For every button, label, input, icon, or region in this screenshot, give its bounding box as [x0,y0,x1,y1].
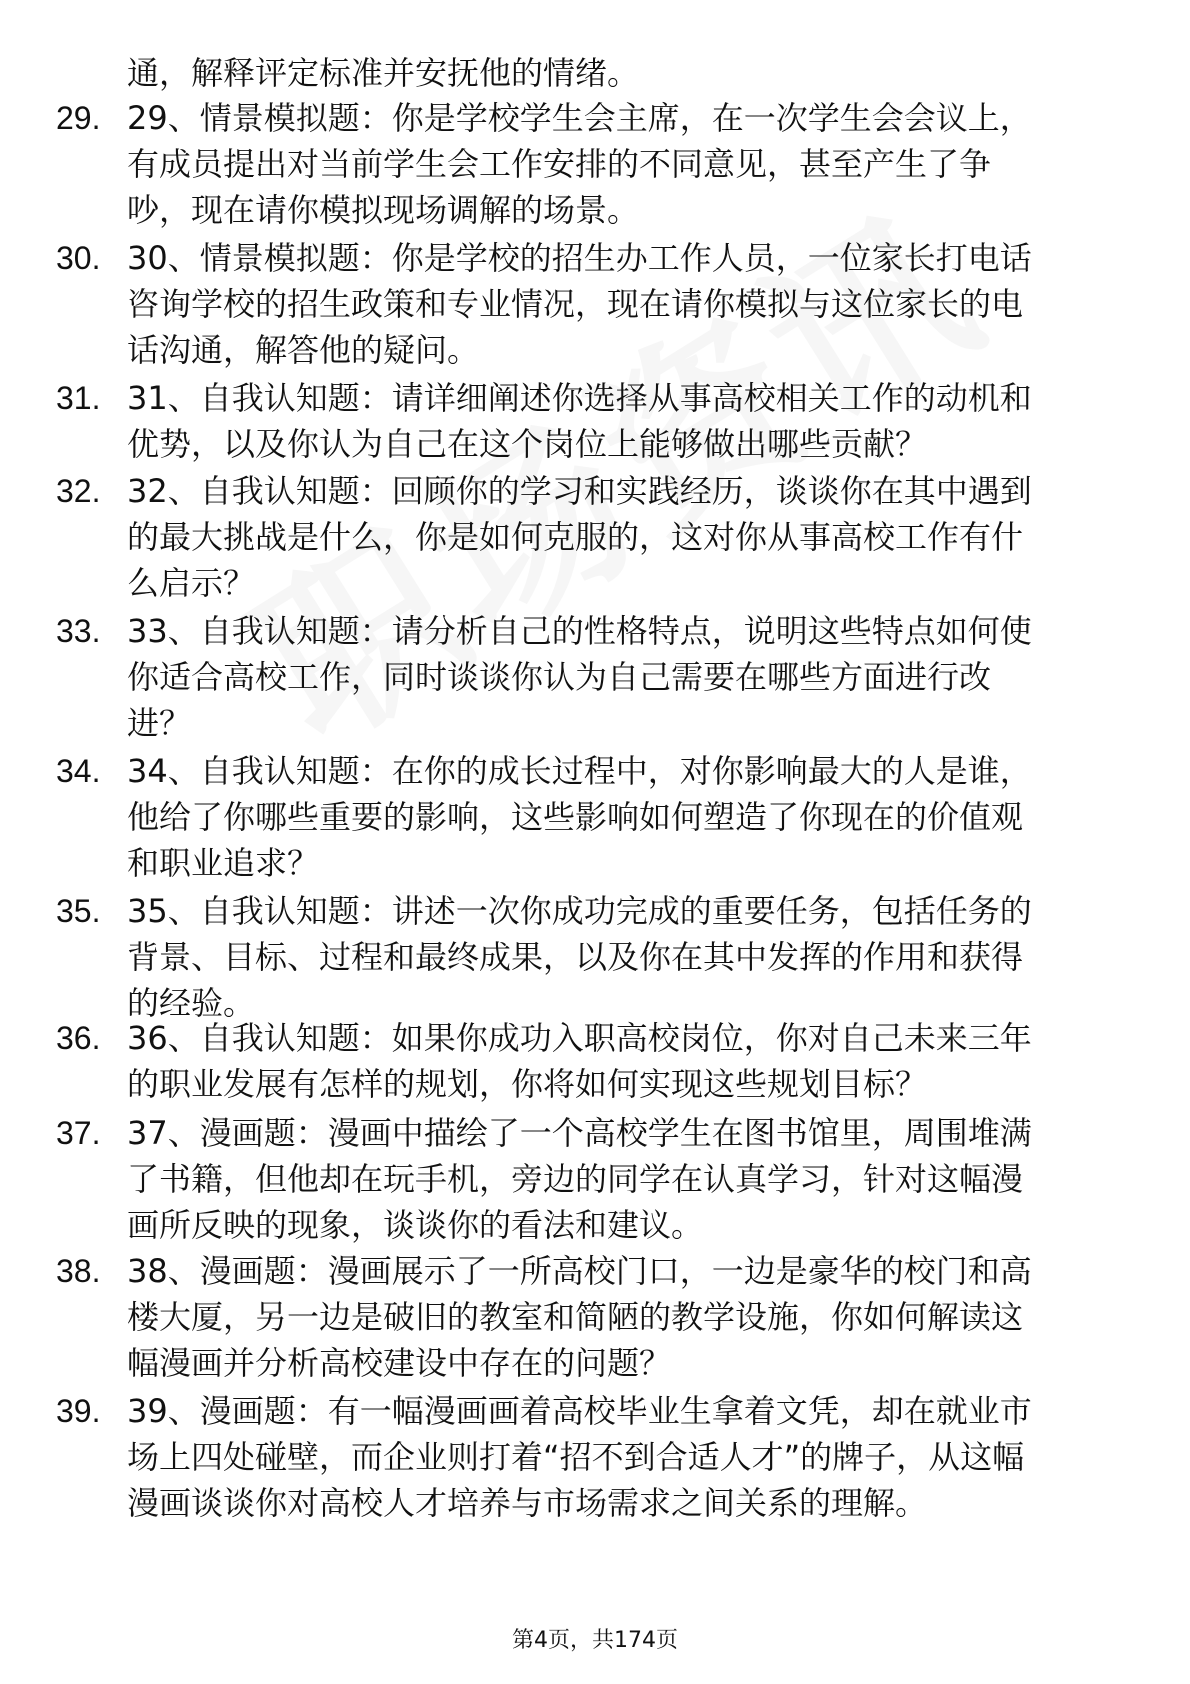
item-number: 34. [56,753,101,789]
item-text-line: 吵，现在请你模拟现场调解的场景。 [127,191,640,229]
item-text [127,95,1117,233]
item-text-line: 你适合高校工作，同时谈谈你认为自己需要在哪些方面进行改 [127,658,992,696]
item-text-line: 话沟通，解答他的疑问。 [127,331,480,369]
item-text-line: 进？ [127,704,192,742]
item-text-line: 33、自我认知题：请分析自己的性格特点，说明这些特点如何使 [127,612,1032,650]
item-text [127,468,1117,606]
item-text-line: 么启示？ [127,564,256,602]
item-text-line: 39、漫画题：有一幅漫画画着高校毕业生拿着文凭，却在就业市 [127,1392,1032,1430]
item-number: 38. [56,1253,101,1289]
continuation-text: 通，解释评定标准并安抚他的情绪。 [127,54,640,92]
item-text-line: 37、漫画题：漫画中描绘了一个高校学生在图书馆里，周围堆满 [127,1114,1032,1152]
item-text-line: 30、情景模拟题：你是学校的招生办工作人员，一位家长打电话 [127,239,1032,277]
item-text [127,1388,1117,1526]
item-text-line: 的最大挑战是什么，你是如何克服的，这对你从事高校工作有什 [127,518,1024,556]
item-text-line: 咨询学校的招生政策和专业情况，现在请你模拟与这位家长的电 [127,285,1024,323]
item-text-line: 34、自我认知题：在你的成长过程中，对你影响最大的人是谁， [127,752,1032,790]
item-text [127,1110,1117,1248]
item-text-line: 漫画谈谈你对高校人才培养与市场需求之间关系的理解。 [127,1484,928,1522]
item-text-line: 的职业发展有怎样的规划，你将如何实现这些规划目标？ [127,1065,928,1103]
item-text-line: 有成员提出对当前学生会工作安排的不同意见，甚至产生了争 [127,145,992,183]
item-number: 39. [56,1393,101,1429]
item-text [127,235,1117,373]
item-text [127,608,1117,746]
item-text-line: 他给了你哪些重要的影响，这些影响如何塑造了你现在的价值观 [127,798,1024,836]
item-text-line: 38、漫画题：漫画展示了一所高校门口，一边是豪华的校门和高 [127,1252,1032,1290]
item-text-line: 36、自我认知题：如果你成功入职高校岗位，你对自己未来三年 [127,1019,1032,1057]
item-number: 36. [56,1020,101,1056]
item-text-line: 画所反映的现象，谈谈你的看法和建议。 [127,1206,704,1244]
item-text-line: 背景、目标、过程和最终成果，以及你在其中发挥的作用和获得 [127,938,1024,976]
item-text-line: 29、情景模拟题：你是学校学生会主席，在一次学生会会议上， [127,99,1032,137]
item-number: 33. [56,613,101,649]
item-text [127,1248,1117,1386]
item-text-line: 31、自我认知题：请详细阐述你选择从事高校相关工作的动机和 [127,379,1032,417]
item-number: 31. [56,380,101,416]
item-text-line: 了书籍，但他却在玩手机，旁边的同学在认真学习，针对这幅漫 [127,1160,1024,1198]
item-number: 35. [56,893,101,929]
item-text-line: 的经验。 [127,984,256,1022]
page-footer: 第4页，共174页 [512,1628,678,1653]
item-number: 30. [56,240,101,276]
item-text-line: 幅漫画并分析高校建设中存在的问题？ [127,1344,672,1382]
item-number: 32. [56,473,101,509]
item-text [127,375,1117,467]
item-text [127,1015,1117,1107]
item-text [127,888,1117,1026]
item-text-line: 楼大厦，另一边是破旧的教室和简陋的教学设施，你如何解读这 [127,1298,1024,1336]
item-number: 29. [56,100,101,136]
item-number: 37. [56,1115,101,1151]
item-text-line: 场上四处碰壁，而企业则打着“招不到合适人才”的牌子，从这幅 [127,1438,1025,1476]
item-text-line: 32、自我认知题：回顾你的学习和实践经历，谈谈你在其中遇到 [127,472,1032,510]
item-text-line: 35、自我认知题：讲述一次你成功完成的重要任务，包括任务的 [127,892,1032,930]
item-text-line: 和职业追求？ [127,844,320,882]
item-text-line: 优势，以及你认为自己在这个岗位上能够做出哪些贡献？ [127,425,928,463]
item-text [127,748,1117,886]
